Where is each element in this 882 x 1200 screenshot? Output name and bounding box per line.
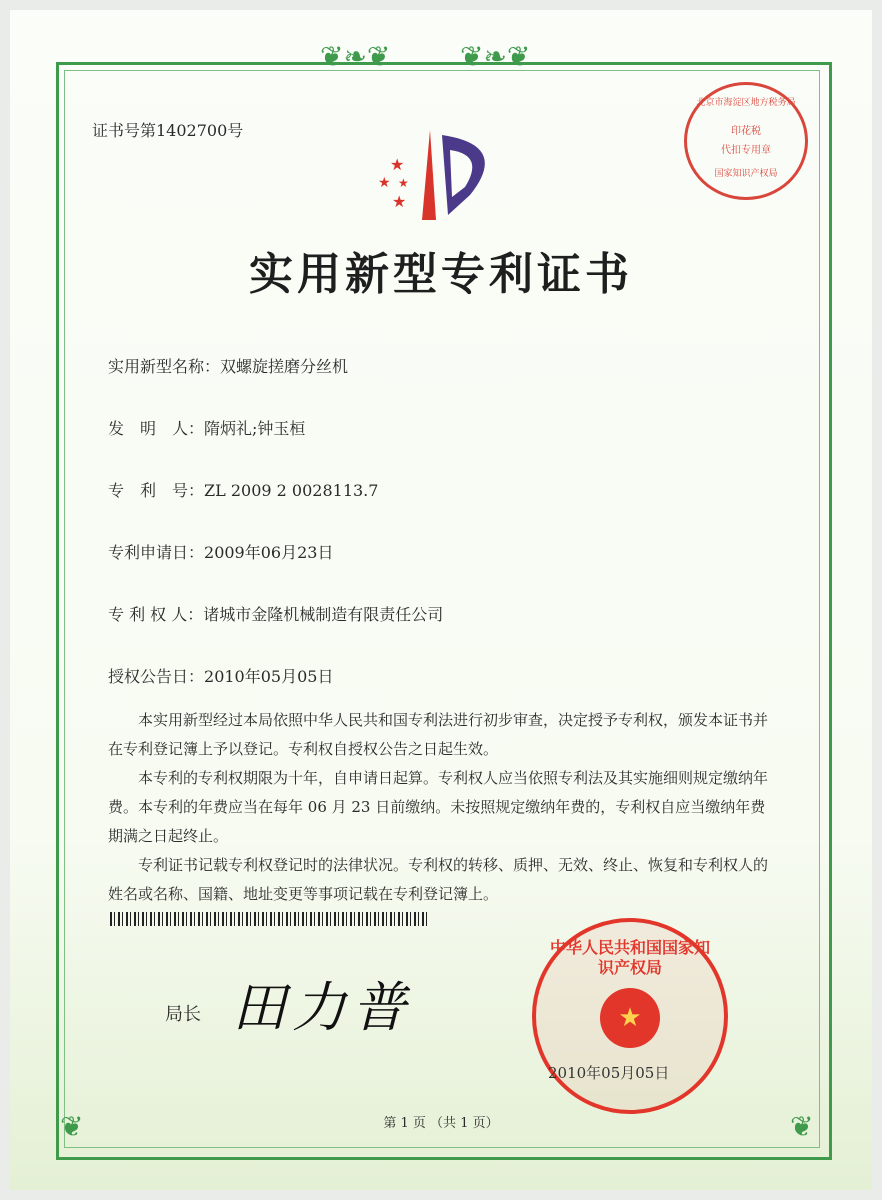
svg-text:★: ★ bbox=[390, 155, 405, 174]
seal-date: 2010年05月05日 bbox=[548, 1064, 670, 1082]
patent-office-logo bbox=[370, 125, 510, 225]
field-patentee bbox=[108, 602, 443, 625]
field-label: 发 明 人： bbox=[108, 419, 205, 438]
field-inventor bbox=[108, 416, 305, 439]
page-footer: 第 1 页 （共 1 页） bbox=[383, 1116, 499, 1131]
ornament-bottom-left: ❦ bbox=[60, 1110, 84, 1143]
paragraph: 专利证书记载专利权登记时的法律状况。专利权的转移、质押、无效、终止、恢复和专利权人的姓名或名称、国籍、地址变更等事项记载在专利登记簿上。 bbox=[108, 856, 769, 903]
field-value: 2009年06月23日 bbox=[204, 543, 334, 562]
field-value: 2010年05月05日 bbox=[204, 667, 334, 686]
field-value: 隋炳礼;钟玉桓 bbox=[204, 419, 306, 438]
field-value: 双螺旋搓磨分丝机 bbox=[220, 357, 349, 376]
tax-stamp-line1: 印花税 bbox=[731, 126, 761, 137]
field-grant-date bbox=[108, 664, 333, 687]
field-value: 诸城市金隆机械制造有限责任公司 bbox=[203, 605, 444, 624]
field-patent-number bbox=[108, 478, 378, 501]
certificate-title: 实用新型专利证书 bbox=[249, 249, 633, 300]
field-label: 授权公告日： bbox=[108, 667, 205, 686]
barcode bbox=[110, 912, 430, 926]
field-application-date bbox=[108, 540, 333, 563]
tax-stamp-line2: 代扣专用章 bbox=[721, 145, 771, 156]
field-label: 专利申请日： bbox=[108, 543, 205, 562]
field-label: 专 利 权 人： bbox=[108, 605, 204, 624]
ornament-top-left: ❦❧❦ bbox=[320, 40, 391, 73]
signature-label: 局长 bbox=[165, 1004, 201, 1025]
certificate-number: 证书号第1402700号 bbox=[92, 121, 244, 140]
ornament-bottom-right: ❦ bbox=[790, 1110, 814, 1143]
field-label: 专 利 号： bbox=[108, 481, 205, 500]
tax-stamp-ring: 北京市海淀区地方税务局 bbox=[696, 98, 796, 108]
field-utility-name bbox=[108, 354, 348, 377]
svg-text:★: ★ bbox=[392, 192, 407, 211]
signature: 田力普 bbox=[232, 976, 412, 1039]
paragraph: 本实用新型经过本局依照中华人民共和国专利法进行初步审查，决定授予专利权，颁发本证书并在专利登记簿上予以登记。专利权自授权公告之日起生效。 bbox=[108, 711, 769, 758]
official-seal bbox=[532, 918, 728, 1114]
seal-ring-text: 中华人民共和国国家知识产权局 bbox=[549, 938, 710, 977]
paragraph: 本专利的专利权期限为十年，自申请日起算。专利权人应当依照专利法及其实施细则规定缴纳年费。本专利的年费应当在每年 06 月 23 日前缴纳。未按照规定缴纳年费的，专利权自应当缴纳年费期满之日起终止。 bbox=[108, 769, 769, 845]
tax-stamp-bottom: 国家知识产权局 bbox=[714, 169, 778, 179]
svg-text:★: ★ bbox=[398, 176, 409, 190]
field-label: 实用新型名称： bbox=[108, 357, 221, 376]
ornament-top-right: ❦❧❦ bbox=[460, 40, 531, 73]
field-value: ZL 2009 2 0028113.7 bbox=[204, 481, 379, 500]
national-emblem-icon: ★ bbox=[600, 988, 660, 1048]
tax-stamp bbox=[684, 82, 808, 200]
svg-text:★: ★ bbox=[378, 175, 391, 191]
certificate-body bbox=[108, 706, 768, 909]
